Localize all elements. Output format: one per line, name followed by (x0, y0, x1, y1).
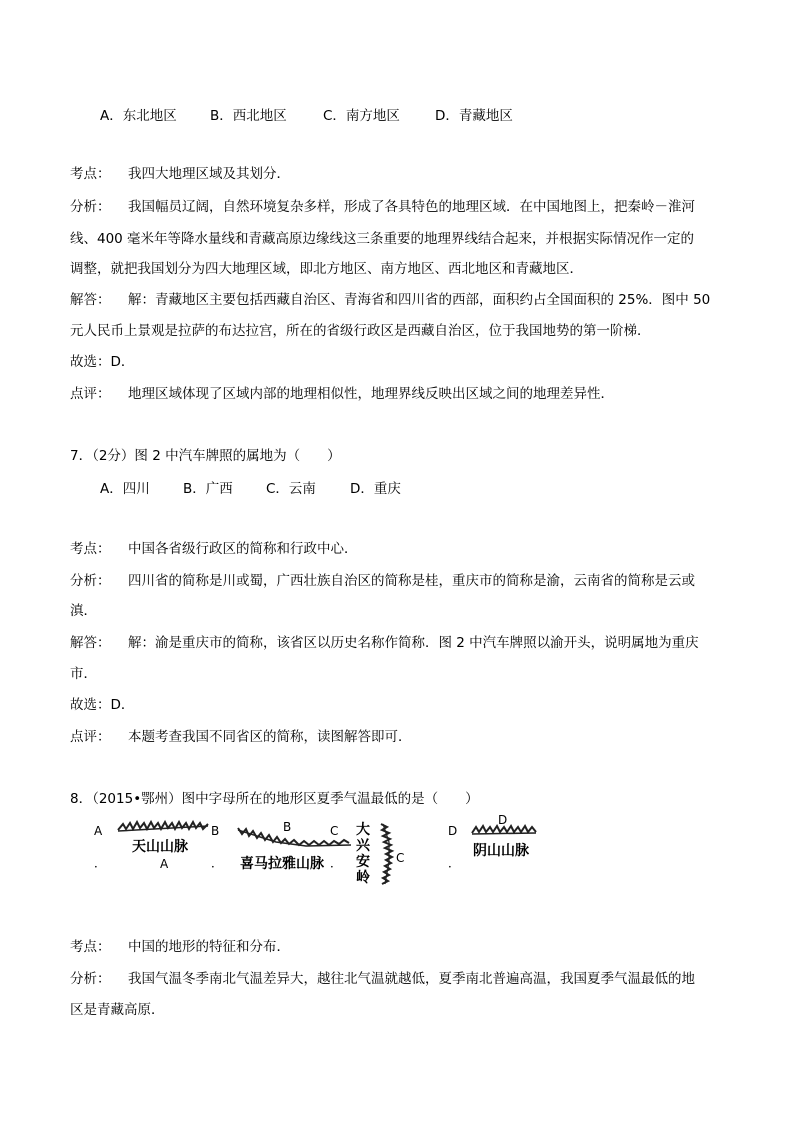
q8-option-letter-d: D (448, 824, 458, 838)
kaodian-text: 我四大地理区域及其划分． (128, 166, 290, 182)
jieda-text: 解：渝是重庆市的简称，该省区以历史名称作简称．图 2 中汽车牌照以渝开头，说明属地为重庆 (128, 635, 699, 651)
q6-kaodian (70, 164, 290, 184)
q6-jieda-2: 元人民币上景观是拉萨的布达拉宫，所在的省级行政区是西藏自治区，位于我国地势的第一阶梯． (70, 323, 651, 339)
jieda-label: 解答： (70, 635, 111, 651)
q7-title: 7．（2分）图 2 中汽车牌照的属地为（ ） (70, 448, 341, 464)
jieda-label: 解答： (70, 292, 111, 308)
q7-guxuan: 故选：D． (70, 697, 135, 713)
dianping-label: 点评： (70, 729, 111, 745)
daxinganling-label (356, 822, 372, 886)
q8-kaodian (70, 937, 290, 957)
q6-guxuan: 故选：D． (70, 354, 135, 370)
q8-option-dot-c: ． (330, 856, 343, 870)
q6-dianping (70, 384, 614, 404)
q7-dianping (70, 727, 412, 747)
q7-jieda-2: 市． (70, 666, 97, 682)
q8-option-letter-c: C (330, 824, 339, 838)
kaodian-label: 考点： (70, 541, 111, 557)
dianping-label: 点评： (70, 386, 111, 402)
q7-jieda-1 (70, 633, 699, 653)
q8-option-letter-a: A (94, 824, 103, 838)
fenxi-label: 分析： (70, 199, 111, 215)
kaodian-text: 中国的地形的特征和分布． (128, 939, 290, 955)
fenxi-text: 四川省的简称是川或蜀，广西壮族自治区的简称是桂，重庆市的简称是渝，云南省的简称是云或 (128, 573, 695, 589)
q7-option-d: D．重庆 (350, 481, 401, 497)
yinshan-label: 阴山山脉 (473, 843, 529, 859)
q6-option-c: C．南方地区 (323, 108, 400, 124)
q6-fenxi-2: 线、400 毫米年等降水量线和青藏高原边缘线这三条重要的地理界线结合起来，并根据实际情况作一定的 (70, 231, 695, 247)
dianping-text: 地理区域体现了区域内部的地理相似性，地理界线反映出区域之间的地理差异性． (128, 386, 614, 402)
q8-option-dot-d: ． (448, 856, 461, 870)
letter-d: D (498, 813, 508, 827)
mountain-range-icon-a (118, 820, 210, 834)
mountain-range-icon-d (472, 824, 538, 836)
q6-option-b: B．西北地区 (210, 108, 287, 124)
daxinganling-char-1: 大 (356, 822, 370, 838)
mountain-range-icon-b (236, 826, 354, 848)
tianshan-label: 天山山脉 (132, 839, 188, 855)
q7-option-a: A．四川 (100, 481, 150, 497)
daxinganling-char-2: 兴 (356, 838, 370, 854)
q8-title: 8．（2015•鄂州）图中字母所在的地形区夏季气温最低的是（ ） (70, 791, 479, 807)
letter-a: A (160, 857, 169, 871)
fenxi-label: 分析： (70, 971, 111, 987)
kaodian-label: 考点： (70, 166, 111, 182)
q7-fenxi-1 (70, 571, 695, 591)
jieda-text: 解：青藏地区主要包括西藏自治区、青海省和四川省的西部，面积约占全国面积的 25%．图中 50 (128, 292, 711, 308)
q8-fenxi-1 (70, 969, 695, 989)
q7-fenxi-2: 滇． (70, 603, 97, 619)
q8-option-dot-a: ． (94, 856, 107, 870)
q8-option-dot-b: ． (211, 856, 224, 870)
q6-option-a: A．东北地区 (100, 108, 177, 124)
q6-option-d: D．青藏地区 (435, 108, 513, 124)
q6-fenxi-1 (70, 197, 695, 217)
himalaya-label: 喜马拉雅山脉 (240, 856, 324, 872)
q7-kaodian (70, 539, 358, 559)
dianping-text: 本题考查我国不同省区的简称，读图解答即可． (128, 729, 412, 745)
daxinganling-char-3: 安 (356, 854, 370, 870)
fenxi-label: 分析： (70, 573, 111, 589)
q8-fenxi-2: 区是青藏高原． (70, 1002, 165, 1018)
letter-c: C (396, 851, 405, 865)
kaodian-label: 考点： (70, 939, 111, 955)
fenxi-text: 我国幅员辽阔，自然环境复杂多样，形成了各具特色的地理区域．在中国地图上，把秦岭－淮河 (128, 199, 695, 215)
q8-option-letter-b: B (211, 824, 220, 838)
letter-b: B (283, 820, 292, 834)
kaodian-text: 中国各省级行政区的简称和行政中心． (128, 541, 358, 557)
fenxi-text: 我国气温冬季南北气温差异大，越往北气温就越低，夏季南北普遍高温，我国夏季气温最低的地 (128, 971, 695, 987)
q6-fenxi-3: 调整，就把我国划分为四大地理区域，即北方地区、南方地区、西北地区和青藏地区． (70, 261, 583, 277)
q6-jieda-1 (70, 290, 710, 310)
q7-option-c: C．云南 (266, 481, 316, 497)
daxinganling-char-4: 岭 (356, 870, 370, 886)
q7-option-b: B．广西 (183, 481, 233, 497)
